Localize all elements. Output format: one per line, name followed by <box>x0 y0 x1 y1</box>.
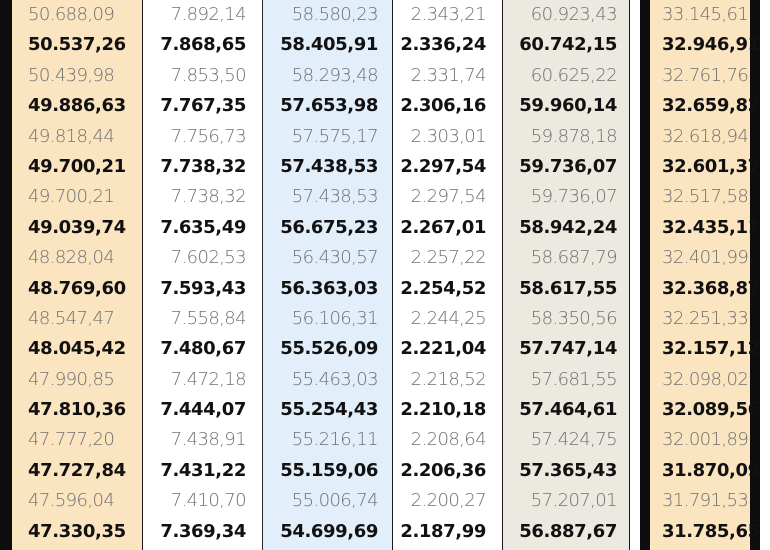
table-cell: 49.818,44 <box>28 125 115 147</box>
table-cell: 58.580,23 <box>291 4 378 25</box>
table-cell: 2.206,36 <box>400 459 486 481</box>
table-cell: 7.853,50 <box>170 64 246 86</box>
table-cell: 54.699,69 <box>280 520 378 542</box>
table-cell: 47.330,35 <box>28 520 126 542</box>
table-cell: 48.828,04 <box>28 247 115 269</box>
table-cell: 7.738,32 <box>170 186 246 208</box>
table-cell: 32.401,99 <box>662 247 749 269</box>
table-cell: 33.145,61 <box>662 4 749 25</box>
table-cell: 58.687,79 <box>530 247 617 269</box>
table-cell: 2.336,24 <box>400 34 486 56</box>
table-cell: 2.297,54 <box>410 186 486 208</box>
table-cell: 60.742,15 <box>519 34 617 56</box>
table-cell: 47.727,84 <box>28 459 126 481</box>
table-cell: 56.106,31 <box>291 307 378 329</box>
table-cell: 2.187,99 <box>400 520 486 542</box>
table-cell: 49.039,74 <box>28 216 126 238</box>
table-cell: 32.618,94 <box>662 125 749 147</box>
table-cell: 57.365,43 <box>519 459 617 481</box>
table-column-1 <box>0 0 143 550</box>
table-cell: 49.700,21 <box>28 155 126 177</box>
table-cell: 2.218,52 <box>410 368 486 390</box>
table-cell: 49.886,63 <box>28 95 126 117</box>
table-cell: 32.761,76 <box>662 64 749 86</box>
table-cell: 47.990,85 <box>28 368 115 390</box>
table-cell: 58.350,56 <box>530 307 617 329</box>
table-column-5 <box>503 0 630 550</box>
table-cell: 2.306,16 <box>400 95 486 117</box>
table-cell: 32.517,58 <box>662 186 749 208</box>
table-cell: 58.942,24 <box>519 216 617 238</box>
table-cell: 7.892,14 <box>170 4 246 25</box>
table-cell: 59.960,14 <box>519 95 617 117</box>
table-cell: 55.463,03 <box>291 368 378 390</box>
table-cell: 7.602,53 <box>170 247 246 269</box>
table-cell: 57.438,53 <box>280 155 378 177</box>
table-cell: 7.410,70 <box>170 490 246 512</box>
table-cell: 7.438,91 <box>170 429 246 451</box>
table-cell: 7.472,18 <box>170 368 246 390</box>
table-column-6 <box>640 0 760 550</box>
table-cell: 2.208,64 <box>410 429 486 451</box>
table-cell: 2.257,22 <box>410 247 486 269</box>
table-cell: 32.368,87 <box>662 277 760 299</box>
table-cell: 55.159,06 <box>280 459 378 481</box>
table-cell: 2.343,21 <box>410 4 486 25</box>
table-cell: 60.625,22 <box>530 64 617 86</box>
table-cell: 48.769,60 <box>28 277 126 299</box>
table-cell: 50.537,26 <box>28 34 126 56</box>
table-cell: 31.870,09 <box>662 459 760 481</box>
table-cell: 56.363,03 <box>280 277 378 299</box>
table-cell: 32.098,02 <box>662 368 749 390</box>
table-cell: 32.946,91 <box>662 34 760 56</box>
table-cell: 50.439,98 <box>28 64 115 86</box>
table-cell: 2.200,27 <box>410 490 486 512</box>
table-cell: 31.791,53 <box>662 490 749 512</box>
table-cell: 7.558,84 <box>170 307 246 329</box>
table-column-2 <box>143 0 263 550</box>
table-cell: 7.635,49 <box>160 216 246 238</box>
table-cell: 2.331,74 <box>410 64 486 86</box>
table-cell: 47.777,20 <box>28 429 115 451</box>
table-cell: 2.267,01 <box>400 216 486 238</box>
table-cell: 2.210,18 <box>400 399 486 421</box>
table-cell: 56.887,67 <box>519 520 617 542</box>
table-cell: 2.303,01 <box>410 125 486 147</box>
table-cell: 55.254,43 <box>280 399 378 421</box>
table-cell: 31.785,65 <box>662 520 760 542</box>
table-cell: 32.089,56 <box>662 399 760 421</box>
table-cell: 32.659,82 <box>662 95 760 117</box>
table-cell: 32.251,33 <box>662 307 749 329</box>
table-cell: 2.244,25 <box>410 307 486 329</box>
table-column-4 <box>393 0 503 550</box>
table-cell: 57.681,55 <box>530 368 617 390</box>
table-cell: 7.431,22 <box>160 459 246 481</box>
table-cell: 7.756,73 <box>170 125 246 147</box>
table-cell: 7.767,35 <box>160 95 246 117</box>
table-cell: 59.736,07 <box>530 186 617 208</box>
table-cell: 57.464,61 <box>519 399 617 421</box>
table-cell: 32.157,12 <box>662 338 760 360</box>
table-cell: 58.405,91 <box>280 34 378 56</box>
table-cell: 47.810,36 <box>28 399 126 421</box>
table-cell: 59.878,18 <box>530 125 617 147</box>
table-cell: 59.736,07 <box>519 155 617 177</box>
table-cell: 7.593,43 <box>160 277 246 299</box>
table-cell: 7.480,67 <box>160 338 246 360</box>
table-cell: 2.254,52 <box>400 277 486 299</box>
table-cell: 56.430,57 <box>291 247 378 269</box>
table-column-3 <box>263 0 393 550</box>
table-cell: 57.207,01 <box>530 490 617 512</box>
table-cell: 32.435,11 <box>662 216 760 238</box>
table-cell: 57.424,75 <box>530 429 617 451</box>
table-cell: 60.923,43 <box>530 4 617 25</box>
table-cell: 47.596,04 <box>28 490 115 512</box>
table-cell: 57.438,53 <box>291 186 378 208</box>
table-cell: 32.601,37 <box>662 155 760 177</box>
table-cell: 55.006,74 <box>291 490 378 512</box>
table-cell: 57.747,14 <box>519 338 617 360</box>
table-cell: 7.369,34 <box>160 520 246 542</box>
table-cell: 58.293,48 <box>291 64 378 86</box>
table-cell: 48.045,42 <box>28 338 126 360</box>
table-cell: 57.575,17 <box>291 125 378 147</box>
table-cell: 56.675,23 <box>280 216 378 238</box>
table-cell: 7.868,65 <box>160 34 246 56</box>
table-cell: 58.617,55 <box>519 277 617 299</box>
table-cell: 7.444,07 <box>160 399 246 421</box>
table-cell: 48.547,47 <box>28 307 115 329</box>
table-cell: 32.001,89 <box>662 429 749 451</box>
table-cell: 49.700,21 <box>28 186 115 208</box>
column-gap <box>630 0 640 550</box>
table-cell: 57.653,98 <box>280 95 378 117</box>
table-cell: 2.297,54 <box>400 155 486 177</box>
table-cell: 55.526,09 <box>280 338 378 360</box>
table-cell: 50.688,09 <box>28 4 115 25</box>
table-cell: 55.216,11 <box>291 429 378 451</box>
table-cell: 7.738,32 <box>160 155 246 177</box>
table-cell: 2.221,04 <box>400 338 486 360</box>
